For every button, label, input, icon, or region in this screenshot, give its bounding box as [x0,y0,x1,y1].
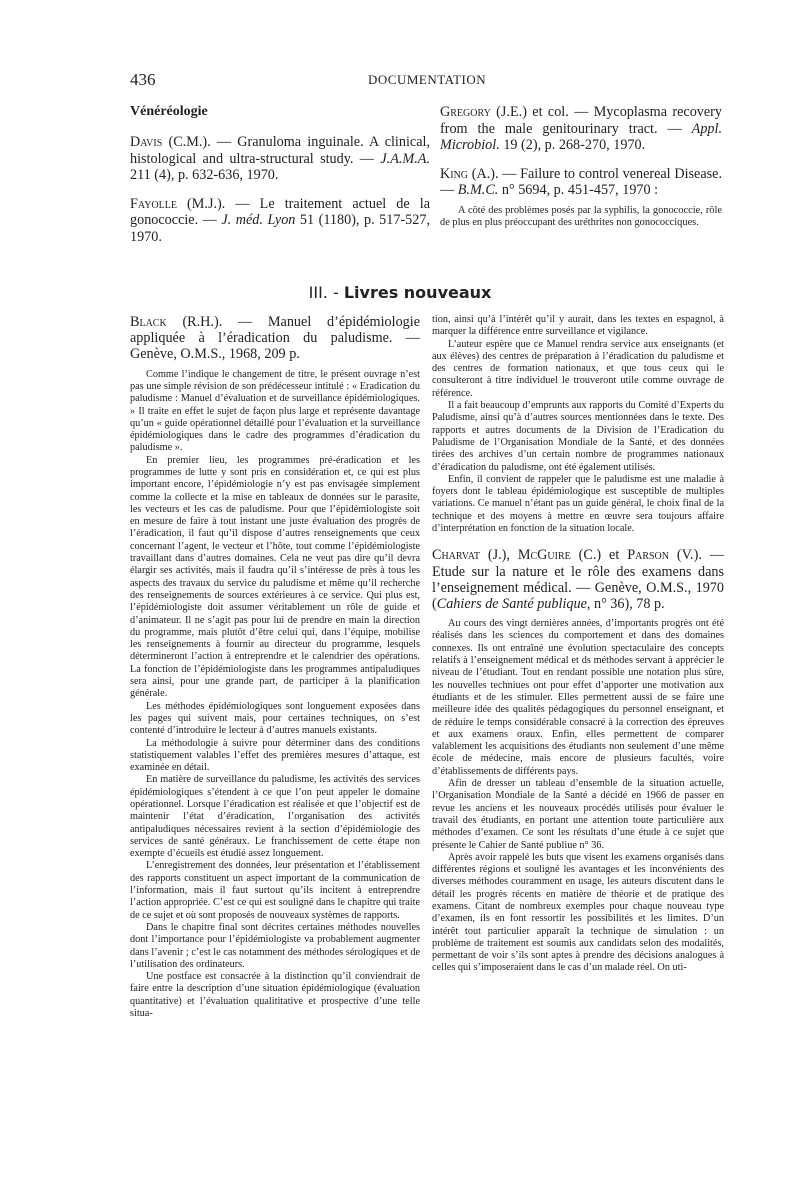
right-review-column [432,314,724,975]
paragraph: Dans le chapitre final sont décrites certaines méthodes nouvelles dont l’importance pour l’épidémiologiste va probablement augmenter dans l’avenir ; c’est le cas notamment des méthodes sérologiques et de l’utilisation des ordinateurs. [130,921,420,970]
paragraph: Après avoir rappelé les buts que visent les examens organisés dans différentes régions et souligné les avantages et les inconvénients des diverses méthodes couramment en usage, les auteurs discutent dans le détail les progrès récents en matière de théorie et de pratique des examens. Citant de nombreux exemples pour chaque nouveau type d’examen, ils en font ressortir les possibilités et les limites. D’un intérêt tout particulier apparaît la technique de simulation : un problème de traitement est soumis aux candidats selon des modalités, permettant de voir s’ils sont aptes à prendre des décisions analogues à celles qui s’imposeraient dans le cas d’un malade réel. On uti- [432,851,724,974]
black-review-continuation [432,314,724,535]
reference-davis: Davis (C.M.). — Granuloma inguinale. A clinical, histological and ultra-structural study. — J.A.M.A. 211 (4), p. 632-636, 1970. [130,134,430,183]
paragraph: Les méthodes épidémiologiques sont longuement exposées dans les pages qui suivent mais, pour certaines techniques, on s’est contenté d’introduire le lecteur à d’autres manuels existants. [130,700,420,737]
paragraph: En premier lieu, les programmes pré-éradication et les programmes de lutte y sont pris en considération et, ce qui est plus important encore, l’épidémiologie n’y est pas envisagée simplement comme la collecte et la mise en tableaux de données sur le parasite, les vecteurs et les cas de paludisme. Pour que l’épidémiologiste soit en mesure de faire à tout instant une juste évaluation des progrès de l’éradication, il faut qu’il dispose d’autres renseignements que ceux concernant l’agent, le vecteur et l’hôte, tout comme l’épidémiologiste travaillant dans d’autres domaines. Cela ne veut pas dire qu’il devra élargir ses activités, mais il faudra qu’il s’intéresse de près à tous les aspects des travaux du service du paludisme et même qu’il recherche des renseignements de sources extérieures à ce service. Qui plus est, l’épidémiologiste doit assumer véritablement un rôle de guide et d’animateur. Il ne s’agit pas pour lui de prendre en main la direction du programme, mais plutôt d’être celui qui, dans l’équipe, mobilise les renseignements à fournir au directeur du programme, lesquels détermineront l’action à entreprendre et le calendrier des opérations. La fonction de l’épidémiologiste dans les programmes antipaludiques sera ainsi, pour une grande part, de participer à la planification générale. [130,454,420,700]
reference-gregory: Gregory (J.E.) et col. — Mycoplasma recovery from the male genitourinary tract. — Appl. Microbiol. 19 (2), p. 268-270, 1970. [440,104,722,153]
book-citation-charvat: Charvat (J.), McGuire (C.) et Parson (V.). — Etude sur la nature et le rôle des examens dans l’enseignement médical. — Genève, O.M.S., 1970 (Cahiers de Santé publique, n° 36), 78 p. [432,547,724,612]
charvat-review-text [432,618,724,975]
paragraph: Il a fait beaucoup d’emprunts aux rapports du Comité d’Experts du Paludisme, ainsi qu’à d’autres sources mentionnées dans le texte. Des rapports et autres documents de la Division de l’Eradication du Paludisme de l’Organisation Mondiale de la Santé, et des données tirées des archives d’un certain nombre de programmes nationaux d’éradication du paludisme, ont été également utilisés. [432,400,724,473]
paragraph: La méthodologie à suivre pour déterminer dans des conditions statistiquement valables l’effet des premières mesures d’attaque, est examinée en détail. [130,737,420,774]
reference-king-note: A côté des problèmes posés par la syphilis, la gonococcie, rôle de plus en plus préoccupant des uréthrites non gonococciques. [440,204,722,228]
book-citation-black: Black (R.H.). — Manuel d’épidémiologie appliquée à l’éradication du paludisme. — Genève, O.M.S., 1968, 209 p. [130,314,420,363]
paragraph: Comme l’indique le changement de titre, le présent ouvrage n’est pas une simple révision de son prédécesseur intitulé : « Eradication du paludisme : Manuel d’évaluation et de surveillance épidémiologiques. » Il traite en effet le sujet de façon plus large et représente davantage qu’un « guide opérationnel détaillé pour l’évaluation et la surveillance épidémiologiques dans le cadre des programmes d’éradication du paludisme ». [130,368,420,454]
paragraph: Enfin, il convient de rappeler que le paludisme est une maladie à foyers dont le tableau épidémiologique est susceptible de multiples variations. Ce manuel n’étant pas un guide général, le choix final de la technique et des moyens à mettre en œuvre sera toujours affaire d’interprétation en fonction de la situation locale. [432,473,724,535]
venereology-right-column [440,104,722,230]
paragraph: Afin de dresser un tableau d’ensemble de la situation actuelle, l’Organisation Mondiale de la Santé a décidé en 1966 de passer en revue les anciens et les nouveaux procédés utilisés pour évaluer le travail des étudiants, en portant une attention toute particulière aux méthodes d’examen. Ce sont les résultats d’une étude à ce sujet que présente le Cahier de Santé publiue n° 36. [432,778,724,851]
black-review-text [130,369,420,1021]
venereology-left-column [130,104,430,257]
paragraph: Au cours des vingt dernières années, d’importants progrès ont été réalisés dans les sciences du comportement et dans des domaines connexes. Ils ont entraîné une évolution spectaculaire des concepts relatifs à l’enseignement médical et ds méthodes servant à apprécier le niveau de l’étudiant. Tout en rendant possible une notation plus sûre, les nouvelles techniues ont pour effet d’apporter une motivation aux étudiants et de les stimuler. Elles permettent aussi de se faire une meilleure idée des qualités pédagogiques du personnel enseignant, et de réduire le temps considérable consacré à la correction des épreuves et aux examens oraux. Enfin, elles permettent de comparer valablement les acquisitions des étudiants non seulement d’une même école de médecine, mais encore de plusieurs facultés, voire d’établissements de différents pays. [432,618,724,777]
black-review-column [130,306,420,1020]
paragraph: L’enregistrement des données, leur présentation et l’établissement des rapports constituent un aspect important de la communication de l’information, mais il faut surtout qu’ils incitent à entreprendre l’action appropriée. C’est ce qui est souligné dans le chapitre qui traite de ce sujet et où sont proposés de nouveaux systèmes de rapports. [130,860,420,921]
page-number: 436 [130,70,156,89]
reference-fayolle: Fayolle (M.J.). — Le traitement actuel de la gonococcie. — J. méd. Lyon 51 (1180), p. 517-527, 1970. [130,195,430,245]
paragraph: Une postface est consacrée à la distinction qu’il conviendrait de faire entre la description d’une situation épidémiologique (évaluation quantitative) et l’évaluation qualititative et prospective d’une telle situa- [130,971,420,1020]
reference-king: King (A.). — Failure to control venereal Disease. — B.M.C. n° 5694, p. 451-457, 1970 : [440,165,722,198]
running-head: DOCUMENTATION [368,72,487,87]
section-heading: III. - Livres nouveaux [308,283,492,302]
paragraph: tion, ainsi qu’à l’intérêt qu’il y aurait, dans les textes en espagnol, à marquer la différence entre surveillance et vigilance. [432,314,724,338]
paragraph: En matière de surveillance du paludisme, les activités des services épidémiologiques s’étendent à ce que l’on peut appeler le domaine opérationnel. Lorsque l’éradication est réalisée et que l’objectif est de maintenir l’état d’éradication, l’organisation des activités antipaludiques nécessaires revient à la section d’épidémiologie des services de santé généraux. Le franchissement de cette étape non exempte d’écueils est étudié assez longuement. [130,774,420,860]
paragraph: L’auteur espère que ce Manuel rendra service aux enseignants (et aux élèves) des centres de préparation à l’éradication du paludisme et des centres de formation nationaux, et que tous ceux qui le consulteront à titre individuel le trouveront utile comme ouvrage de référence. [432,338,724,399]
section-title-venereology: Vénéréologie [130,104,208,119]
